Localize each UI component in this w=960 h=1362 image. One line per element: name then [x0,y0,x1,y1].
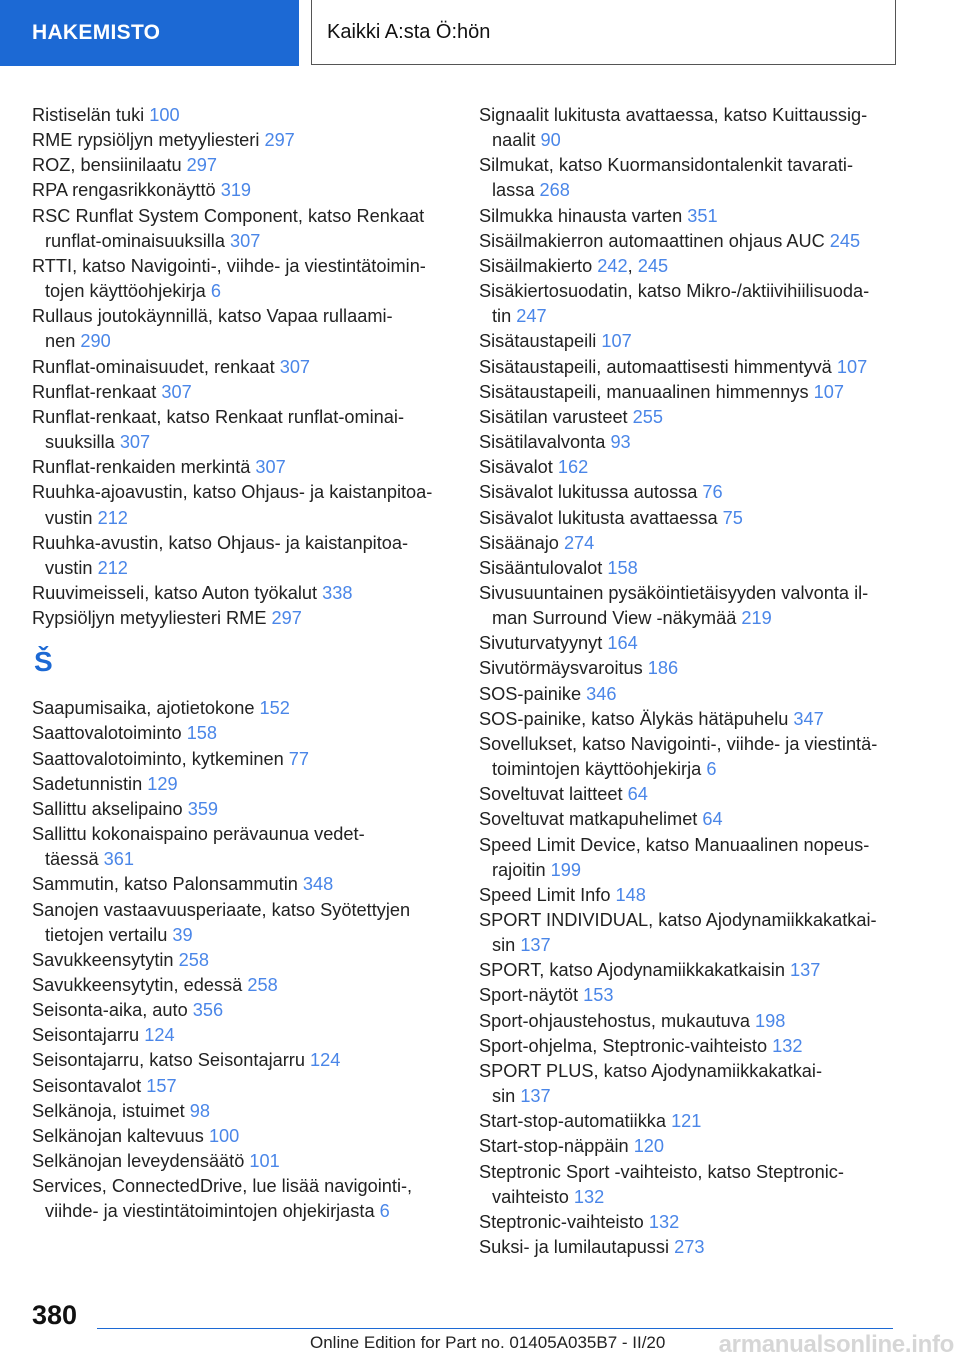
entry-text: Runflat-ominaisuudet, renkaat [32,356,280,377]
index-entry [32,153,452,178]
page-link[interactable]: 129 [147,773,178,794]
index-entry [479,833,909,883]
index-entry [479,380,909,405]
page-link[interactable]: 347 [793,708,824,729]
index-list-s-right [479,103,909,1260]
entry-text: SOS-painike [479,683,587,704]
page-link[interactable]: 137 [520,935,551,956]
entry-text: suuksilla [45,432,120,453]
index-entry [32,696,452,721]
page-link[interactable]: 198 [755,1010,786,1031]
index-list-s-left [32,696,452,1224]
index-entry [32,1099,452,1124]
entry-text: Steptronic Sport -vaihteisto, katso Steptronic- [479,1161,844,1182]
section-subtitle: Kaikki A:sta Ö:hön [327,20,491,43]
page-link[interactable]: 90 [540,130,561,151]
index-entry [479,656,909,681]
entry-text: Saapumisaika, ajotietokone [32,698,260,719]
entry-text: Soveltuvat laitteet [479,784,628,805]
page-link[interactable]: 297 [264,130,295,151]
entry-text: lassa [492,180,540,201]
entry-text: Steptronic-vaihteisto [479,1211,649,1232]
entry-text: vustin [45,507,98,528]
index-entry [32,178,452,203]
entry-text: Seisontajarru [32,1025,145,1046]
page-link[interactable]: 307 [229,230,261,251]
index-entry [32,898,452,948]
page-link[interactable]: 6 [379,1201,390,1222]
index-entry [32,1074,452,1099]
entry-text: Savukkeensytytin [32,949,179,970]
page-link[interactable]: 132 [772,1035,803,1056]
page-link[interactable]: 120 [633,1136,665,1157]
index-entry [32,480,452,530]
index-entry [32,747,452,772]
index-entry [479,204,909,229]
entry-text: Sisäilmakierto [479,255,598,276]
index-entry [32,103,452,128]
index-entry [479,279,909,329]
page-link[interactable]: 158 [186,723,218,744]
index-entry [32,355,452,380]
entry-text: Sisätilavalvonta [479,432,611,453]
page-link[interactable]: 121 [671,1111,702,1132]
index-entry [479,707,909,732]
entry-text: Signaalit lukitusta avattaessa, katso Kuittaussig- [479,105,868,125]
entry-text: Sallittu akselipaino [32,798,188,819]
entry-text: Sport-ohjaustehostus, mukautuva [479,1010,756,1031]
edition-note: Online Edition for Part no. 01405A035B7 - II/20 [310,1333,666,1352]
entry-text: Sisätilan varusteet [479,406,633,427]
index-entry [32,128,452,153]
index-entry: Sisäilmakierto 242, 245 [479,255,669,276]
page-link[interactable]: 137 [790,960,821,981]
index-column-left [32,103,452,1225]
page-link[interactable]: 245 [637,255,669,276]
entry-text: toimintojen käyttöohjekirja [492,759,707,780]
entry-text: Rypsiöljyn metyyliesteri RME [32,608,272,629]
page-link[interactable]: 274 [563,532,595,553]
entry-text: RSC Runflat System Component, katso Renkaat [32,205,425,226]
entry-text: Seisontajarru, katso Seisontajarru [32,1050,311,1071]
page-link[interactable]: 6 [706,759,717,780]
page-link[interactable]: 157 [146,1075,177,1096]
entry-text: Sivusuuntainen pysäköintietäisyyden valvonta il- [479,582,869,603]
entry-text: vaihteisto [492,1186,574,1207]
index-entry [32,380,452,405]
index-entry [479,153,909,203]
page-link[interactable]: 98 [189,1100,210,1121]
entry-text: SPORT INDIVIDUAL, katso Ajodynamiikkakatkai- [479,910,877,930]
entry-text: Runflat-renkaat [32,381,162,402]
index-entry [479,1210,909,1235]
page-link[interactable]: 361 [103,849,134,870]
entry-text: Sisätaustapeili, automaattisesti himmentyvä [479,356,837,377]
entry-text: Runflat-renkaiden merkintä [32,457,256,478]
index-entry [32,797,452,822]
index-entry [479,908,909,958]
page-link[interactable]: 107 [813,381,844,402]
page-link[interactable]: 148 [615,884,646,905]
entry-text: Ruuvimeisseli, katso Auton työkalut [32,582,323,603]
entry-text: Sovellukset, katso Navigointi-, viihde- ja viestintä- [479,733,878,754]
page-link[interactable]: 153 [583,985,614,1006]
index-entry [479,556,909,581]
entry-text: viihde- ja viestintätoimintojen ohjekirjasta [45,1201,380,1222]
entry-text: SPORT, katso Ajodynamiikkakatkaisin [479,960,791,981]
page-link[interactable]: 307 [279,356,311,377]
page-link[interactable]: 39 [172,924,193,945]
index-column-right [479,103,909,1260]
index-entry [479,355,909,380]
letter-heading: Š [34,646,53,678]
index-entry [479,807,909,832]
page-link[interactable]: 319 [220,180,252,201]
index-entry [32,455,452,480]
page-link[interactable]: 348 [302,874,334,895]
entry-text: Sallittu kokonaispaino perävaunua vedet- [32,824,365,845]
index-entry [32,606,452,631]
entry-text: Saattovalotoiminto [32,723,187,744]
index-entry [32,204,452,254]
index-entry [32,772,452,797]
entry-text: Ruuhka-avustin, katso Ohjaus- ja kaistanpitoa- [32,532,409,553]
page-link[interactable]: 212 [97,507,128,528]
entry-text: Sisätaustapeili, manuaalinen himmennys [479,381,814,402]
page-link[interactable]: 132 [573,1186,605,1207]
index-entry [32,1048,452,1073]
page-link[interactable]: 258 [178,949,209,970]
entry-text: tietojen vertailu [45,924,173,945]
index-entry [479,581,909,631]
entry-text: ROZ, bensiinilaatu [32,155,187,176]
entry-text: Ristiselän tuki [32,105,150,125]
page-link[interactable]: 338 [322,582,353,603]
page-link[interactable]: 212 [97,557,128,578]
page-link[interactable]: 186 [647,658,679,679]
entry-text: RME rypsiöljyn metyyliesteri [32,130,265,151]
page-link[interactable]: 307 [255,457,286,478]
page-link[interactable]: 297 [271,608,302,629]
entry-text: Sivuturvatyynyt [479,633,608,654]
footer-divider [97,1328,893,1329]
entry-text: Silmukat, katso Kuormansidontalenkit tavarati- [479,155,854,176]
index-entry [479,405,909,430]
index-entry [479,329,909,354]
entry-text: tojen käyttöohjekirja [45,281,211,302]
index-entry [32,254,452,304]
index-entry [479,229,909,254]
page-link[interactable]: 219 [741,608,772,629]
entry-text: man Surround View -näkymää [492,608,742,629]
index-entry [479,1059,909,1109]
index-entry [479,958,909,983]
index-entry [32,721,452,746]
entry-text: Sisäänajo [479,532,564,553]
page-link[interactable]: 307 [119,432,151,453]
index-entry [32,531,452,581]
entry-text: Sisäkiertosuodatin, katso Mikro-/aktiivihiilisuoda- [479,281,870,302]
entry-text: Sammutin, katso Palonsammutin [32,874,303,895]
section-title: HAKEMISTO [32,21,161,44]
subtitle-tab [311,0,896,65]
index-entry [479,631,909,656]
page-link[interactable]: 356 [192,1000,224,1021]
index-entry [32,1149,452,1174]
index-entry [479,103,909,153]
index-entry [479,1034,909,1059]
page-link[interactable]: 132 [648,1211,680,1232]
entry-text: Sivutörmäysvaroitus [479,658,648,679]
entry-text: Start-stop-automatiikka [479,1111,672,1132]
page-link[interactable]: 100 [208,1125,240,1146]
watermark-logo: armanualsonline.info [718,1331,954,1358]
index-entry [32,1124,452,1149]
page-link[interactable]: 64 [702,809,723,830]
entry-text: vustin [45,557,98,578]
page-number: 380 [32,1300,78,1330]
index-entry [479,455,909,480]
page-link[interactable]: 124 [310,1050,341,1071]
page-link[interactable]: 107 [836,356,868,377]
page-link[interactable]: 245 [829,230,861,251]
page-link[interactable]: 100 [149,105,180,125]
entry-text: Sisääntulovalot [479,557,608,578]
index-entry [479,531,909,556]
page-link[interactable]: 255 [632,406,664,427]
entry-text: Seisontavalot [32,1075,147,1096]
index-entry [479,983,909,1008]
entry-text: Seisonta-aika, auto [32,1000,193,1021]
page-link[interactable]: 346 [586,683,617,704]
page-link[interactable]: 152 [259,698,290,719]
page-link[interactable]: 107 [601,331,632,352]
index-entry [479,480,909,505]
entry-text: Selkänojan leveydensäätö [32,1151,250,1172]
entry-text: RPA rengasrikkonäyttö [32,180,221,201]
page-link[interactable]: 93 [610,432,631,453]
page-link[interactable]: 359 [187,798,219,819]
index-entry [479,1009,909,1034]
page-link[interactable]: 258 [247,975,278,995]
page-link[interactable]: 77 [288,748,310,769]
index-entry [32,1023,452,1048]
entry-text: Runflat-renkaat, katso Renkaat runflat-ominai- [32,406,405,427]
entry-text: Sisävalot [479,457,558,478]
page-link[interactable]: 124 [144,1025,175,1046]
page-link[interactable]: 242 [597,255,628,276]
entry-text: Sport-näytöt [479,985,584,1006]
index-entry [32,822,452,872]
section-tab[interactable] [0,0,299,66]
index-entry [479,430,909,455]
page-link[interactable]: 351 [687,205,718,226]
index-entry [479,1109,909,1134]
index-entry [32,948,452,973]
entry-text: Start-stop-näppäin [479,1136,634,1157]
entry-text: Rullaus joutokäynnillä, katso Vapaa rullaami- [32,306,393,327]
index-entry [32,973,452,998]
entry-text: nen [45,331,81,352]
index-entry [32,998,452,1023]
entry-text: Sport-ohjelma, Steptronic-vaihteisto [479,1035,773,1056]
entry-text: Sanojen vastaavuusperiaate, katso Syötettyjen [32,899,411,920]
index-entry [479,1235,909,1260]
index-entry [479,782,909,807]
page-link[interactable]: 162 [557,457,589,478]
page-link[interactable]: 247 [516,306,547,327]
entry-text: Sadetunnistin [32,773,148,794]
page-link[interactable]: 64 [627,784,648,805]
entry-text: SOS-painike, katso Älykäs hätäpuhelu [479,708,794,729]
entry-text: SPORT PLUS, katso Ajodynamiikkakatkai- [479,1060,823,1081]
index-entry [32,581,452,606]
index-entry [32,405,452,455]
entry-text: sin [492,935,521,956]
page-link[interactable]: 307 [161,381,192,402]
page-link[interactable]: 273 [674,1237,705,1258]
page-link[interactable]: 199 [550,859,581,880]
index-list-r [32,103,452,631]
entry-text: tin [492,306,517,327]
entry-text: Ruuhka-ajoavustin, katso Ohjaus- ja kaistanpitoa- [32,482,433,503]
page-link[interactable]: 164 [607,633,638,654]
index-entry [479,506,909,531]
index-entry [479,682,909,707]
page-link[interactable]: 268 [539,180,570,201]
index-entry [479,732,909,782]
entry-text: Soveltuvat matkapuhelimet [479,809,703,830]
entry-text: Selkänojan kaltevuus [32,1125,209,1146]
entry-text: Sisävalot lukitussa autossa [479,482,703,503]
page-link[interactable]: 137 [520,1086,551,1107]
entry-text: Speed Limit Device, katso Manuaalinen nopeus- [479,834,870,855]
page-link[interactable]: 75 [722,507,743,528]
entry-text: täessä [45,849,104,870]
entry-text: runflat-ominaisuuksilla [45,230,230,251]
page-link[interactable]: 6 [210,281,221,302]
page-link[interactable]: 297 [186,155,218,176]
page-link[interactable]: 101 [249,1151,280,1172]
entry-text: naalit [492,130,541,151]
entry-text: sin [492,1086,521,1107]
entry-text: Sisätaustapeili [479,331,602,352]
entry-text: Speed Limit Info [479,884,616,905]
entry-text: Savukkeensytytin, edessä [32,975,248,995]
index-entry [32,304,452,354]
page-link[interactable]: 290 [80,331,111,352]
entry-text: rajoitin [492,859,551,880]
entry-text: Selkänoja, istuimet [32,1100,190,1121]
page-link[interactable]: 76 [702,482,723,503]
entry-text: Services, ConnectedDrive, lue lisää navigointi-, [32,1176,413,1197]
index-entry [479,1134,909,1159]
index-entry [32,872,452,897]
entry-text: Saattovalotoiminto, kytkeminen [32,748,289,769]
index-entry [32,1174,452,1224]
entry-text: Sisäilmakierron automaattinen ohjaus AUC [479,230,830,251]
index-entry [479,1160,909,1210]
entry-text: Sisävalot lukitusta avattaessa [479,507,723,528]
index-entry [479,883,909,908]
entry-text: RTTI, katso Navigointi-, viihde- ja viestintätoimin- [32,255,426,276]
entry-text: Silmukka hinausta varten [479,205,688,226]
entry-text: Suksi- ja lumilautapussi [479,1237,675,1258]
page-link[interactable]: 158 [607,557,638,578]
